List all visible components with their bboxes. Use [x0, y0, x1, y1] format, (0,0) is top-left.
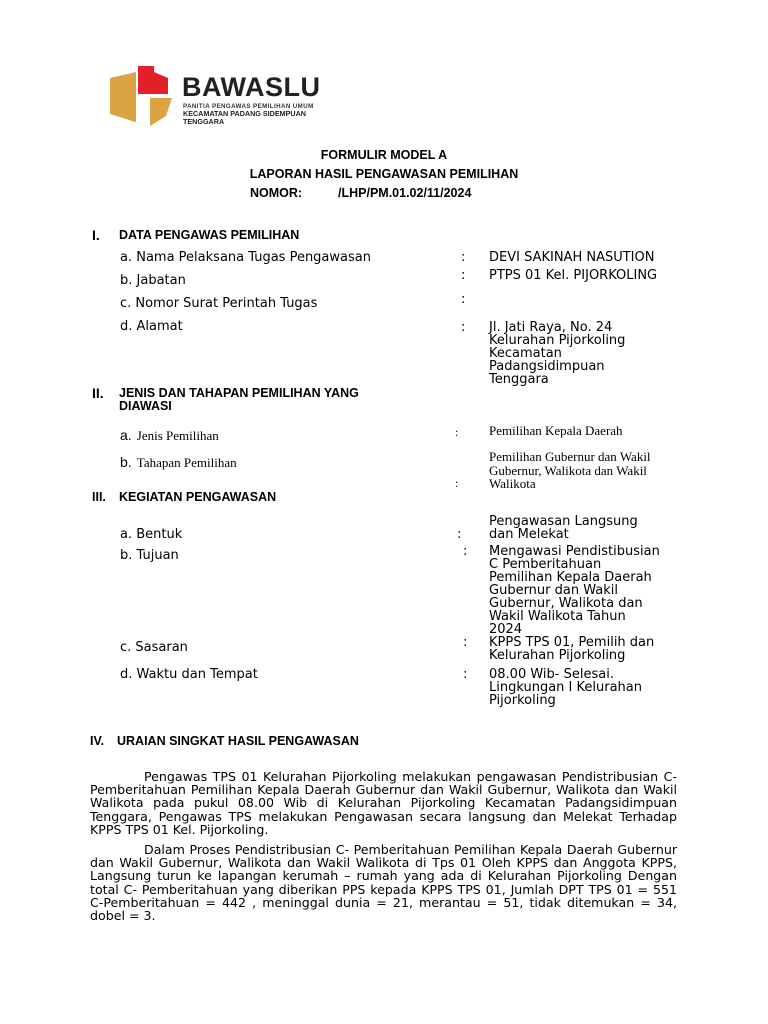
field-value: Mengawasi Pendistibusian C Pemberitahuan Pemilihan Kepala Daerah Gubernur dan Wakil Gubernur, Walikota dan Wakil Walikota Tahun 2024 — [489, 544, 660, 637]
form-title: FORMULIR MODEL A — [320, 148, 448, 162]
field-label — [120, 452, 237, 471]
field-colon: : — [461, 268, 466, 283]
bawaslu-emblem-icon — [108, 64, 178, 128]
logo-line-1: PANITIA PENGAWAS PEMILIHAN UMUM — [183, 103, 314, 110]
field-colon: : — [461, 292, 466, 307]
field-label-text: Jenis Pemilihan — [136, 428, 219, 443]
paragraph-1-text: Pengawas TPS 01 Kelurahan Pijorkoling melakukan pengawasan Pendistribusian C- Pemberitahuan Pemilihan Kepala Daerah Gubernur dan Wakil Gubernur, Walikota dan Wakil Walikota pada pukul 08.00 Wib di Kelurahan Pijorkoling Kecamatan Padangsidimpuan Tenggara, Pengawas TPS melakukan Pengawasan secara langsung dan Melekat Terhadap KPPS TPS 01 Kel. Pijorkoling. — [90, 769, 677, 837]
section-3-title: KEGIATAN PENGAWASAN — [119, 490, 277, 504]
field-value: KPPS TPS 01, Pemilih dan Kelurahan Pijorkoling — [489, 635, 655, 663]
field-colon: : — [461, 320, 466, 335]
field-colon: : — [463, 667, 468, 682]
section-3-numeral: III. — [92, 490, 106, 504]
field-colon: : — [461, 250, 466, 265]
section-1-title: DATA PENGAWAS PEMILIHAN — [119, 228, 300, 242]
field-label: c. Nomor Surat Perintah Tugas — [120, 296, 318, 311]
field-label — [120, 425, 219, 444]
field-label: b. Tujuan — [120, 548, 179, 563]
field-value: Jl. Jati Raya, No. 24 Kelurahan Pijorkoling Kecamatan Padangsidimpuan Tenggara — [489, 320, 626, 387]
logo-line-2: KECAMATAN PADANG SIDEMPUAN TENGGARA — [183, 109, 306, 126]
logo-name: BAWASLU — [182, 72, 321, 102]
field-value: Pemilihan Gubernur dan Wakil Gubernur, Walikota dan Wakil Walikota — [489, 449, 651, 491]
nomor-value: /LHP/PM.01.02/11/2024 — [338, 186, 472, 200]
field-colon: : — [457, 527, 462, 542]
field-colon: : — [463, 544, 468, 559]
field-label: a. Bentuk — [120, 527, 183, 542]
field-value: PTPS 01 Kel. PIJORKOLING — [489, 268, 658, 283]
field-value: Pengawasan Langsung dan Melekat — [489, 514, 638, 542]
paragraph-1 — [90, 770, 677, 836]
field-label-text: Tahapan Pemilihan — [136, 455, 237, 470]
field-value: Pemilihan Kepala Daerah — [489, 423, 623, 438]
field-label: b. Jabatan — [120, 273, 186, 288]
field-colon: : — [463, 635, 468, 650]
field-colon: : — [455, 425, 459, 439]
field-label: a. Nama Pelaksana Tugas Pengawasan — [120, 250, 371, 265]
section-1-numeral: I. — [92, 227, 100, 243]
field-letter: b. — [120, 454, 132, 470]
section-2-numeral: II. — [92, 385, 104, 401]
nomor-label: NOMOR: — [250, 186, 303, 200]
field-label: d. Alamat — [120, 319, 183, 334]
section-2-title-line-1: JENIS DAN TAHAPAN PEMILIHAN YANG — [119, 386, 359, 400]
field-value: 08.00 Wib- Selesai. Lingkungan I Kelurahan Pijorkoling — [489, 667, 642, 708]
bawaslu-logo — [108, 64, 333, 128]
paragraph-2-text: Dalam Proses Pendistribusian C- Pemberitahuan Pemilihan Kepala Daerah Gubernur dan Wakil Gubernur, Walikota dan Wakil Walikota di Tps 01 Oleh KPPS dan Anggota KPPS, Langsung turun ke lapangan kerumah – rumah yang ada di Kelurahan Pijorkoling Dengan total C- Pemberitahuan yang diberikan PPS kepada KPPS TPS 01, Jumlah DPT TPS 01 = 551 C-Pemberitahuan = 442 , meninggal dunia = 21, merantau = 51, tidak ditemukan = 34, dobel = 3. — [90, 842, 677, 924]
field-colon: : — [455, 476, 459, 490]
field-value: DEVI SAKINAH NASUTION — [489, 250, 655, 265]
field-label: d. Waktu dan Tempat — [120, 667, 258, 682]
field-label: c. Sasaran — [120, 640, 188, 655]
section-4-numeral: IV. — [90, 734, 105, 748]
report-title: LAPORAN HASIL PENGAWASAN PEMILIHAN — [249, 167, 519, 181]
field-letter: a. — [120, 427, 132, 443]
section-2-title-line-2: DIAWASI — [119, 399, 172, 413]
paragraph-2 — [90, 843, 677, 922]
section-4-title: URAIAN SINGKAT HASIL PENGAWASAN — [117, 734, 359, 748]
